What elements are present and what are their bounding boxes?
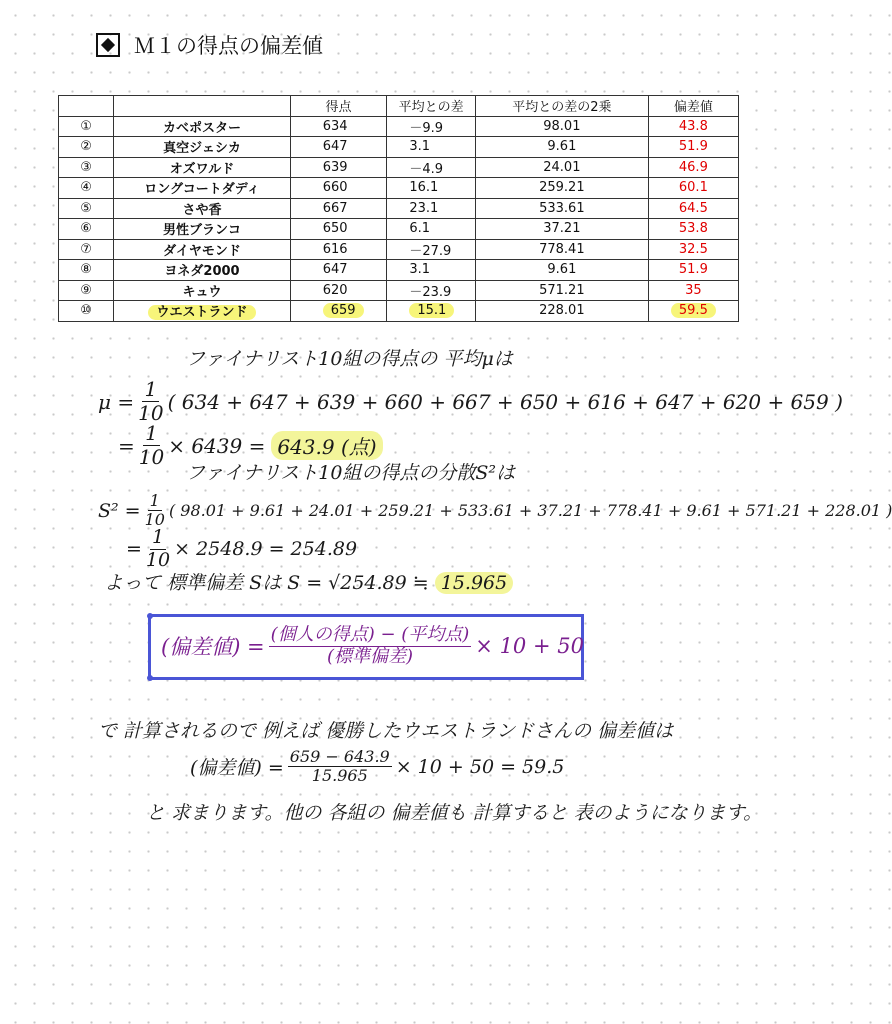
cell-deviation: 64.5 bbox=[648, 198, 738, 219]
cell-diff-sq: 533.61 bbox=[475, 198, 648, 219]
example-equation bbox=[190, 748, 564, 786]
box-corner-handle bbox=[147, 613, 153, 619]
page-title bbox=[96, 30, 323, 60]
cell-diff: 23.1 bbox=[387, 198, 476, 219]
cell-deviation: 51.9 bbox=[648, 260, 738, 281]
cell-deviation: 35 bbox=[648, 280, 738, 301]
formula-lhs: (偏差値) = bbox=[161, 635, 265, 660]
cell-diff-sq: 98.01 bbox=[475, 116, 648, 137]
table-row bbox=[59, 260, 739, 281]
deviation-table bbox=[58, 95, 739, 322]
sd-text: よって 標準偏差 Sは S = √254.89 ≒ bbox=[104, 572, 429, 594]
variance-times: × 2548.9 = 254.89 bbox=[174, 538, 358, 561]
fraction-numerator: 1 bbox=[151, 526, 165, 548]
one-tenth-fraction bbox=[139, 422, 164, 469]
fraction-denominator: 10 bbox=[138, 445, 165, 469]
cell-deviation: 32.5 bbox=[648, 239, 738, 260]
times-total: × 6439 = bbox=[168, 433, 266, 458]
cell-no: ① bbox=[59, 116, 114, 137]
cell-no: ③ bbox=[59, 157, 114, 178]
cell-diff-sq: 24.01 bbox=[475, 157, 648, 178]
formula-denominator: (標準偏差) bbox=[326, 645, 413, 667]
cell-no: ⑧ bbox=[59, 260, 114, 281]
cell-diff-sq: 259.21 bbox=[475, 178, 648, 199]
cell-diff-sq: 9.61 bbox=[475, 260, 648, 281]
cell-diff: 3.1 bbox=[387, 260, 476, 281]
cell-name: カベポスター bbox=[114, 116, 291, 137]
formula-content bbox=[161, 625, 584, 667]
cell-diff-sq: 778.41 bbox=[475, 239, 648, 260]
cell-score bbox=[290, 301, 387, 322]
conclusion-text: と 求まります。他の 各組の 偏差値も 計算すると 表のようになります。 bbox=[146, 802, 763, 824]
s2-lhs: S² = bbox=[98, 499, 141, 522]
one-tenth-fraction bbox=[138, 378, 163, 425]
header-no bbox=[59, 96, 114, 117]
cell-diff: －27.9 bbox=[387, 239, 476, 260]
formula-rhs: × 10 + 50 bbox=[475, 634, 584, 659]
table-row bbox=[59, 178, 739, 199]
highlighted-value: 59.5 bbox=[671, 303, 716, 318]
cell-no: ⑦ bbox=[59, 239, 114, 260]
table-row bbox=[59, 198, 739, 219]
cell-diff: 6.1 bbox=[387, 219, 476, 240]
cell-no: ② bbox=[59, 137, 114, 158]
table-row bbox=[59, 219, 739, 240]
example-numerator: 659 − 643.9 bbox=[289, 747, 390, 766]
cell-score: 616 bbox=[290, 239, 387, 260]
cell-score: 650 bbox=[290, 219, 387, 240]
cell-name: キュウ bbox=[114, 280, 291, 301]
fraction-numerator: 1 bbox=[149, 491, 160, 510]
cell-diff-sq: 9.61 bbox=[475, 137, 648, 158]
cell-name: オズワルド bbox=[114, 157, 291, 178]
cell-diff: －23.9 bbox=[387, 280, 476, 301]
header-diff: 平均との差 bbox=[387, 96, 476, 117]
cell-name: ロングコートダディ bbox=[114, 178, 291, 199]
example-lhs: (偏差値) = bbox=[190, 757, 284, 780]
cell-no: ④ bbox=[59, 178, 114, 199]
cell-diff: 3.1 bbox=[387, 137, 476, 158]
cell-name: ダイヤモンド bbox=[114, 239, 291, 260]
table-row bbox=[59, 157, 739, 178]
mean-equation bbox=[98, 378, 843, 425]
cell-deviation: 60.1 bbox=[648, 178, 738, 199]
cell-diff-sq: 228.01 bbox=[475, 301, 648, 322]
mean-result: 643.9 (点) bbox=[271, 431, 382, 460]
cell-diff: －4.9 bbox=[387, 157, 476, 178]
equals-sign: = bbox=[126, 538, 142, 561]
table-header-row bbox=[59, 96, 739, 117]
cell-deviation: 53.8 bbox=[648, 219, 738, 240]
example-rhs: × 10 + 50 = 59.5 bbox=[395, 755, 565, 778]
cell-deviation: 51.9 bbox=[648, 137, 738, 158]
highlighted-value: 15.1 bbox=[409, 303, 454, 318]
title-text: Ｍ１の得点の偏差値 bbox=[134, 34, 323, 58]
cell-diff: 16.1 bbox=[387, 178, 476, 199]
sd-result: 15.965 bbox=[435, 572, 513, 594]
cell-score: 667 bbox=[290, 198, 387, 219]
equals-sign: = bbox=[118, 433, 135, 458]
header-score: 得点 bbox=[290, 96, 387, 117]
table-row bbox=[59, 137, 739, 158]
table-row bbox=[59, 116, 739, 137]
mean-heading: ファイナリスト10組の得点の 平均μは bbox=[186, 348, 513, 370]
cell-diff-sq: 571.21 bbox=[475, 280, 648, 301]
fraction-denominator: 10 bbox=[145, 548, 171, 571]
variance-equation bbox=[98, 492, 892, 530]
cell-name: 真空ジェシカ bbox=[114, 137, 291, 158]
cell-name bbox=[114, 301, 291, 322]
cell-no: ⑩ bbox=[59, 301, 114, 322]
cell-no: ⑨ bbox=[59, 280, 114, 301]
table-row bbox=[59, 239, 739, 260]
cell-score: 639 bbox=[290, 157, 387, 178]
cell-score: 647 bbox=[290, 260, 387, 281]
fraction-denominator: 10 bbox=[138, 401, 164, 425]
one-tenth-fraction bbox=[146, 527, 170, 572]
highlighted-value: ウエストランド bbox=[148, 305, 255, 320]
cell-diff: －9.9 bbox=[387, 116, 476, 137]
formula-numerator: (個人の得点) − (平均点) bbox=[270, 624, 470, 645]
cell-name: さや香 bbox=[114, 198, 291, 219]
mu-lhs: μ = bbox=[98, 389, 135, 414]
formula-fraction bbox=[269, 625, 472, 667]
cell-score: 660 bbox=[290, 178, 387, 199]
cell-score: 620 bbox=[290, 280, 387, 301]
cell-deviation bbox=[648, 301, 738, 322]
variance-heading: ファイナリスト10組の得点の分散S²は bbox=[186, 462, 516, 484]
example-fraction bbox=[288, 748, 392, 786]
example-text: で 計算されるので 例えば 優勝したウエストランドさんの 偏差値は bbox=[98, 720, 674, 742]
deviation-formula-box bbox=[148, 614, 584, 680]
table-row bbox=[59, 301, 739, 322]
variance-result-line bbox=[126, 527, 357, 572]
header-diff-sq: 平均との差の2乗 bbox=[475, 96, 648, 117]
box-corner-handle bbox=[147, 675, 153, 681]
cell-score: 647 bbox=[290, 137, 387, 158]
one-tenth-fraction bbox=[145, 492, 165, 530]
cell-deviation: 43.8 bbox=[648, 116, 738, 137]
cell-name: ヨネダ2000 bbox=[114, 260, 291, 281]
header-name bbox=[114, 96, 291, 117]
cell-score: 634 bbox=[290, 116, 387, 137]
cell-diff-sq: 37.21 bbox=[475, 219, 648, 240]
diamond-bullet-icon bbox=[96, 33, 120, 57]
cell-name: 男性ブランコ bbox=[114, 219, 291, 240]
mean-sum: ( 634 + 647 + 639 + 660 + 667 + 650 + 616 + 647 + 620 + 659 ) bbox=[167, 389, 843, 414]
header-deviation: 偏差値 bbox=[648, 96, 738, 117]
cell-diff bbox=[387, 301, 476, 322]
fraction-numerator: 1 bbox=[144, 377, 158, 401]
variance-sum: ( 98.01 + 9.61 + 24.01 + 259.21 + 533.61 + 37.21 + 778.41 + 9.61 + 571.21 + 228.01 ) bbox=[168, 501, 892, 521]
cell-no: ⑤ bbox=[59, 198, 114, 219]
sd-line bbox=[104, 568, 513, 595]
table-row bbox=[59, 280, 739, 301]
example-denominator: 15.965 bbox=[311, 766, 368, 786]
fraction-numerator: 1 bbox=[145, 421, 158, 445]
fraction-denominator: 10 bbox=[144, 510, 165, 530]
cell-no: ⑥ bbox=[59, 219, 114, 240]
highlighted-value: 659 bbox=[323, 303, 364, 318]
cell-deviation: 46.9 bbox=[648, 157, 738, 178]
